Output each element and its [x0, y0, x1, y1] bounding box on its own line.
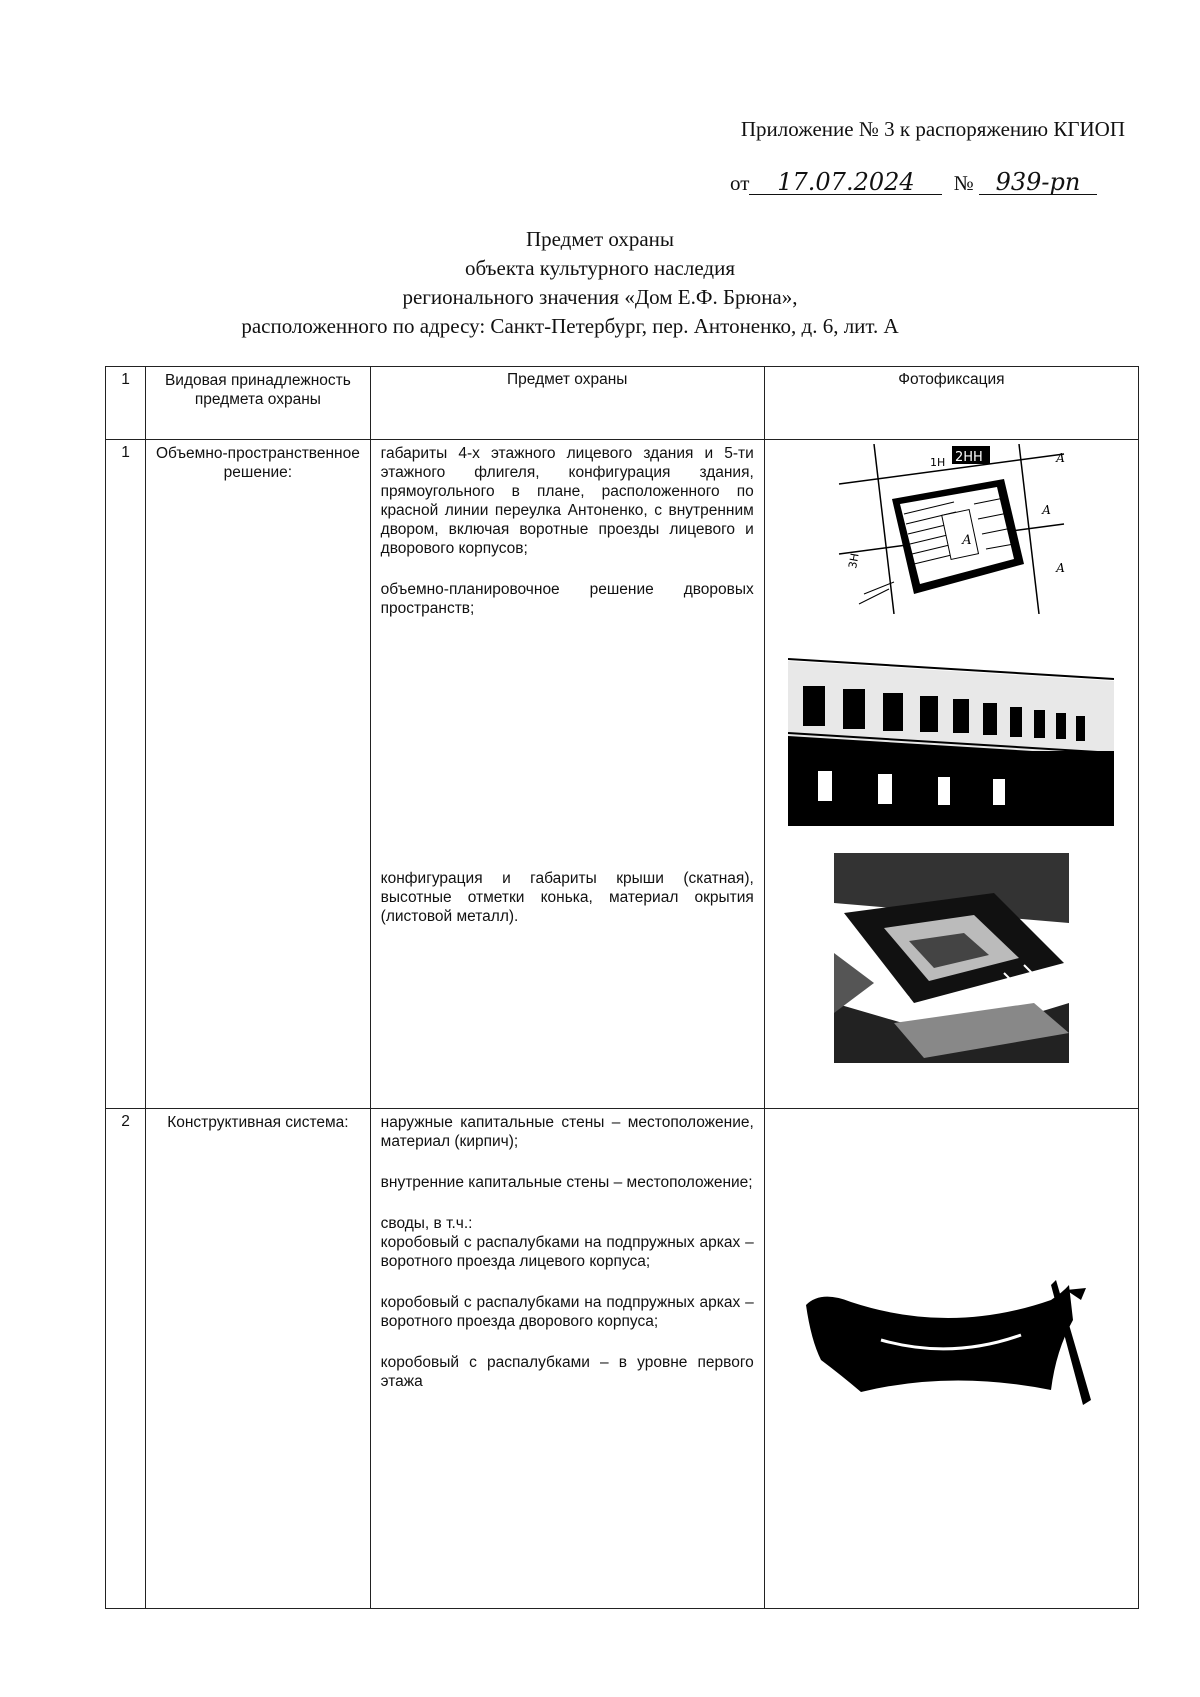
- handwritten-number: 939-рп: [979, 170, 1097, 195]
- appendix-header: Приложение № 3 к распоряжению КГИОП: [740, 117, 1125, 141]
- plan-label: 3Н: [846, 552, 862, 570]
- from-label: от: [730, 171, 750, 195]
- vault-photo: [801, 1280, 1101, 1415]
- title-line-3: регионального значения «Дом Е.Ф. Брюна»,: [402, 285, 798, 309]
- document-title: [0, 225, 1200, 341]
- table-header-row: [106, 367, 1139, 440]
- header-subject: Предмет охраны: [370, 367, 764, 440]
- protection-table: [105, 366, 1139, 1609]
- plan-label: А: [1055, 451, 1065, 465]
- plan-label: А: [1055, 561, 1065, 575]
- title-line-address: расположенного по адресу: Санкт-Петербург, пер. Антоненко, д. 6, лит. А: [241, 314, 899, 338]
- row-num: 2: [106, 1109, 146, 1609]
- plan-label: 2НН: [954, 450, 983, 465]
- aerial-photo: [834, 853, 1069, 1063]
- handwritten-date: 17.07.2024: [749, 170, 942, 195]
- header-num: 1: [106, 367, 146, 440]
- plan-label: А: [1041, 503, 1051, 517]
- row-num: 1: [106, 440, 146, 1109]
- subject-item: наружные капитальные стены – местоположение, материал (кирпич);: [380, 1114, 754, 1150]
- subject-item: внутренние капитальные стены – местоположение;: [380, 1174, 753, 1191]
- subject-item: коробовый с распалубками – в уровне первого этажа: [380, 1354, 754, 1390]
- order-line: [730, 170, 1097, 196]
- header-photo: Фотофиксация: [764, 367, 1138, 440]
- row-subject: [370, 440, 764, 1109]
- row-subject: [370, 1109, 764, 1609]
- site-plan-image: [834, 444, 1069, 614]
- row-kind: Объемно-пространственное решение:: [146, 440, 371, 1109]
- number-label: №: [953, 171, 974, 195]
- title-line-1: Предмет охраны: [525, 227, 675, 251]
- plan-label: 1Н: [929, 456, 946, 469]
- subject-item: коробовый с распалубками на подпружных арках – воротного проезда дворового корпуса;: [380, 1294, 754, 1330]
- row-photos: [764, 1109, 1138, 1609]
- facade-photo: [788, 641, 1114, 826]
- subject-item: коробовый с распалубками на подпружных арках – воротного проезда лицевого корпуса;: [380, 1234, 754, 1270]
- row-kind: Конструктивная система:: [146, 1109, 371, 1609]
- subject-item: объемно-планировочное решение дворовых пространств;: [380, 581, 754, 617]
- subject-item: габариты 4-х этажного лицевого здания и 5-ти этажного флигеля, конфигурация здания, прямоугольного в плане, расположенного по красной линии переулка Антоненко, с внутренним двором, включая воротные проезды лицевого и дворового корпусов;: [380, 445, 754, 557]
- plan-label: А: [961, 533, 972, 548]
- table-row: [106, 440, 1139, 1109]
- row-photos: [764, 440, 1138, 1109]
- table-row: [106, 1109, 1139, 1609]
- title-line-2: объекта культурного наследия: [465, 256, 735, 280]
- header-kind: Видовая принадлежность предмета охраны: [146, 367, 371, 440]
- subject-item: своды, в т.ч.:: [380, 1215, 473, 1232]
- subject-item: конфигурация и габариты крыши (скатная), высотные отметки конька, материал окрытия (листовой металл).: [380, 870, 754, 925]
